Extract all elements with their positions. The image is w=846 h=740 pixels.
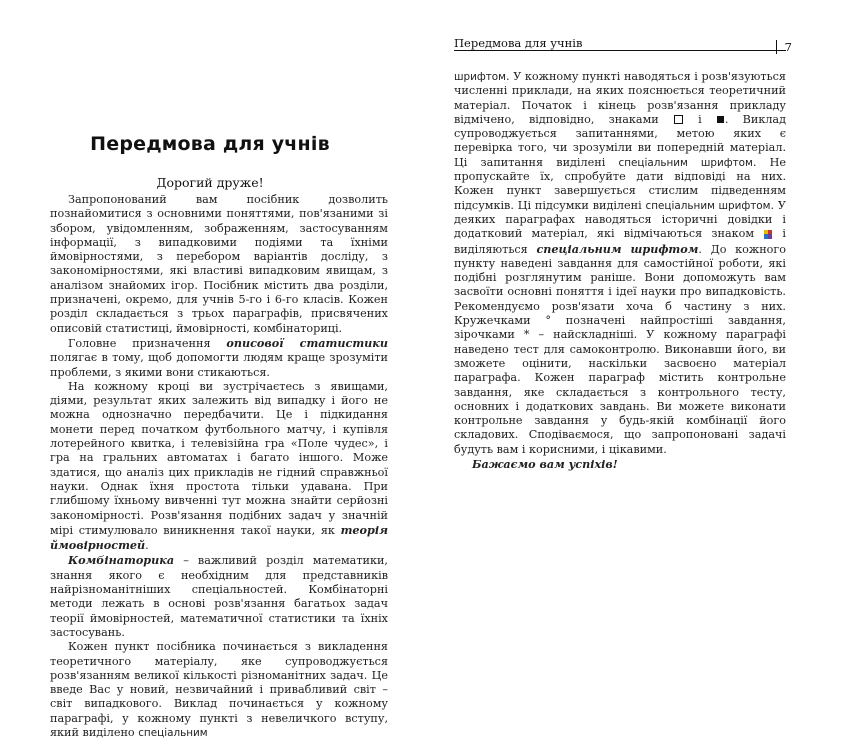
paragraph-intro: Запропонований вам посібник дозволить познайомитися з основними поняттями, пов'язаними зі збором, увідомленням, зображенням, застосуванням інформації, з випадковими подіями та їхніми ймовірностями, з перебором варіантів досліду, з закономірностями, які властиві випадковим явищам, з аналізом знайомих ігор. Посібник містить два розділи, призначені, окремо, для учнів 5-го і 6-го класів. Кожен розділ складається з трьох параграфів, присвячених описовій статистиці, ймовірності, комбінаториці. — [50, 193, 388, 335]
term-probability-theory: теорія ймовірностей — [50, 522, 388, 553]
paragraph-statistics: Головне призначення описової статистики полягає в тому, щоб допомогти людям краще зрозуміти проблеми, з якими вони стикаються. — [50, 335, 388, 379]
page-number: 7 — [776, 40, 792, 54]
term-combinatorics: Комбінаторика — [68, 553, 175, 568]
paragraph-combinatorics: Комбінаторика – важливий розділ математики, знання якого є необхідним для представників найрізноманітніших спеціальностей. Комбінаторні методи лежать в основі розв'язання багатьох задач теорії ймовірностей, математичної статистики та їхніх застосувань. — [50, 553, 388, 639]
running-header-title: Передмова для учнів — [454, 36, 583, 50]
right-page — [423, 0, 846, 600]
closing-wish: Бажаємо вам успіхів! — [472, 457, 618, 472]
example-start-square-icon — [674, 115, 683, 124]
historical-note-icon — [764, 230, 772, 239]
paragraph-continuation: шрифтом. У кожному пункті наводяться і розв'язуються численні приклади, на яких пояснюється теоретичний матеріал. Початок і кінець розв'язання прикладу відмічено, відповідно, знаками і . Виклад супроводжується запитаннями, метою яких є перевірка того, чи зрозуміли ви попередній матеріал. Ці запитання виділені спеціальним шрифтом. Не пропускайте їх, спробуйте дати відповіді на них. Кожен пункт завершується стислим підведенням підсумків. Ці підсумки виділені спеціальним шрифтом. У деяких параграфах наводяться історичні довідки і додатковий матеріал, які відмічаються знаком і виділяються спеціальним шрифтом. До кожного пункту наведені завдання для самостійної роботи, які подібні розглянутим раніше. Вони допоможуть вам засвоїти основні поняття і ідеї науки про випадковість. Рекомендуємо розв'язати хоча б частину з них. Кружечками ° позначені найпростіші завдання, зірочками * – найскладніші. У кожному параграфі наведено тест для самоконтролю. Виконавши його, ви зможете оцінити, наскільки засвоєно матеріал параграфа. Кожен параграф містить контрольне завдання, яке складається з контрольного тесту, основних і додаткових завдань. Ви можете виконати контрольне завдання у будь-якій комбінації його складових. Сподіваємося, що запропоновані задачі будуть вам і корисними, і цікавими. — [454, 70, 786, 456]
left-page — [0, 0, 423, 739]
header-rule — [454, 50, 786, 51]
right-body-text — [454, 70, 786, 472]
chapter-title: Передмова для учнів — [90, 133, 330, 155]
example-end-square-icon — [717, 116, 724, 123]
paragraph-structure: Кожен пункт посібника починається з викладення теоретичного матеріалу, яке супроводжується розв'язанням великої кількості різноманітних задач. Це введе Вас у новий, незвичайний і привабливий світ – світ випадкового. Виклад починається у кожному параграфі, у кожному пункті з невеличкого вступу, який виділено спеціальним — [50, 640, 388, 739]
greeting-heading: Дорогий друже! — [156, 175, 264, 190]
left-body-text — [50, 193, 388, 740]
special-font-word: спеціальним — [138, 726, 208, 739]
running-header — [454, 34, 791, 54]
term-descriptive-statistics: описової статистики — [226, 335, 388, 350]
paragraph-probability: На кожному кроці ви зустрічаєтесь з явищами, діями, результат яких залежить від випадку і його не можна однозначно передбачити. Це і підкидання монети перед початком футбольного матчу, і купівля лотерейного квитка, і телевізійна гра «Поле чудес», і гра на гральних автоматах і багато іншого. Може здатися, що аналіз цих прикладів не гідний справжньої науки. Однак їхня простота тільки удавана. При глибшому їхньому вивченні тут можна знайти серйозні закономірності. Розв'язання подібних задач у значній мірі стимулювало виникнення такої науки, як теорія ймовірностей. — [50, 379, 388, 553]
